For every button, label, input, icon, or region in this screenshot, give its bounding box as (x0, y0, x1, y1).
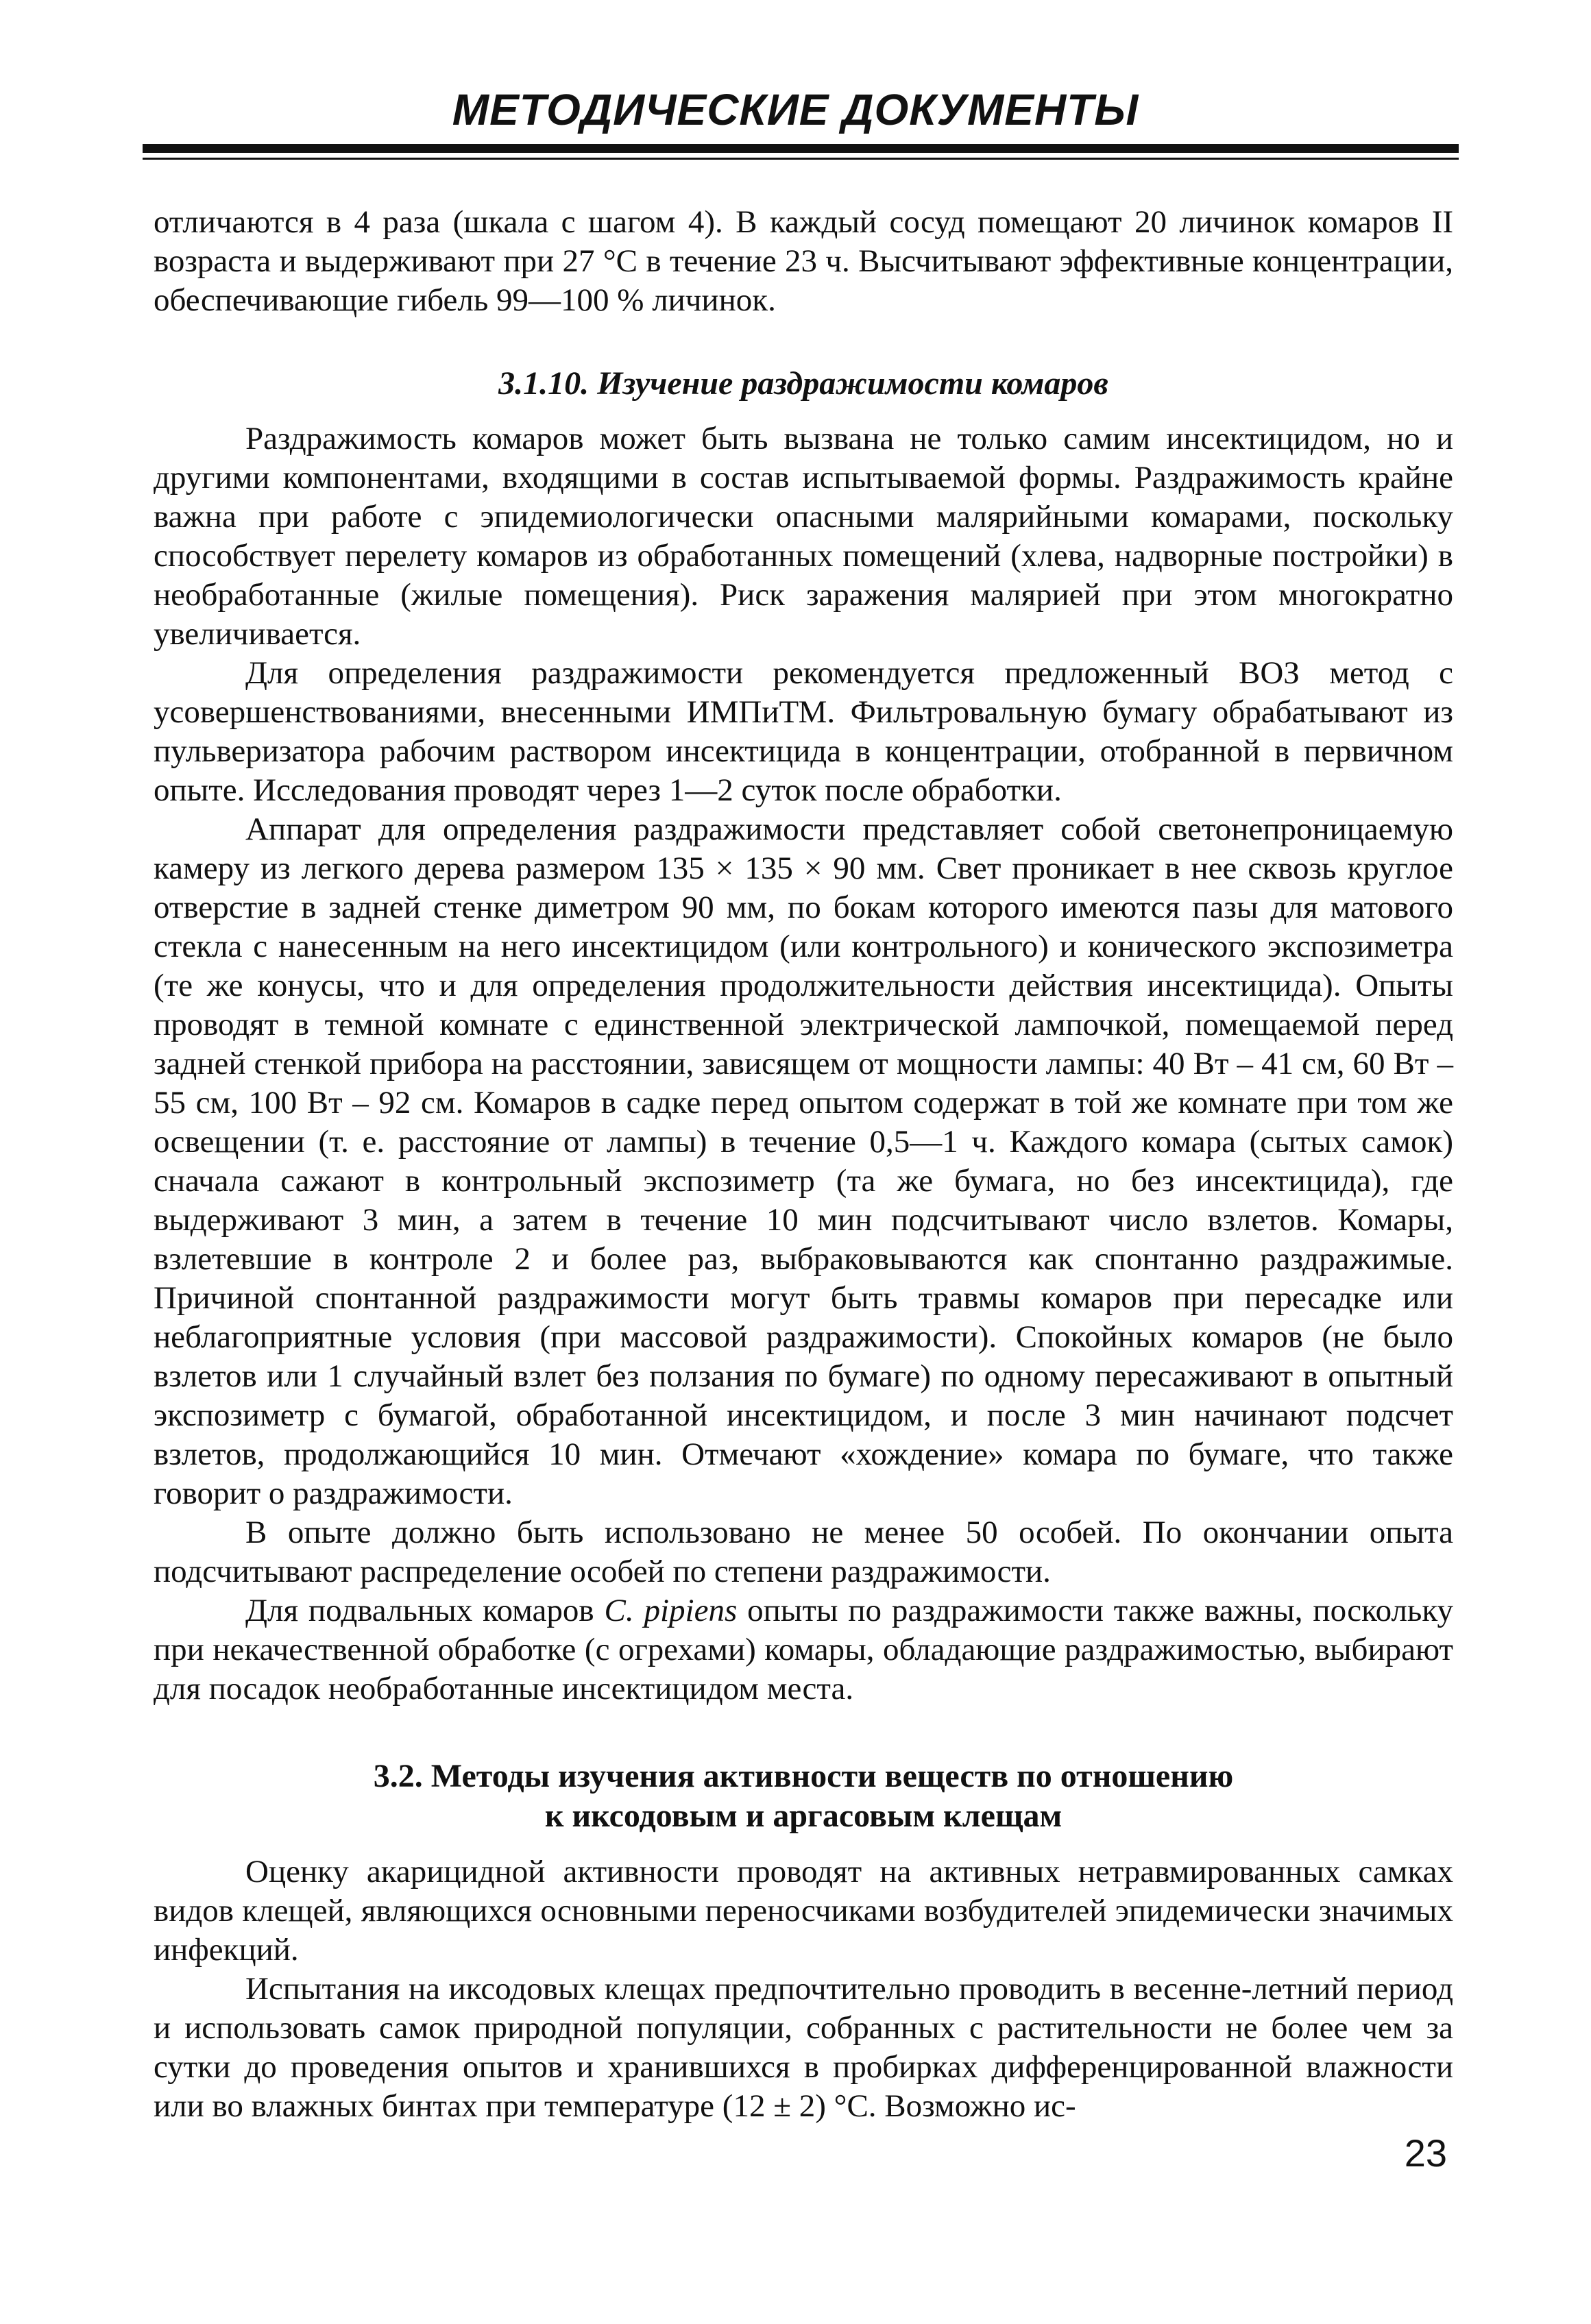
species-name: C. pipiens (604, 1593, 738, 1628)
header-rule-thick (143, 144, 1459, 153)
page-content (154, 203, 1453, 2126)
paragraph-apparatus: Аппарат для определения раздражимости представляет собой светонепроницаемую камеру из легкого дерева размером 135 × 135 × 90 мм. Свет проникает в нее сквозь круглое отверстие в задней стенке диметром 90 мм, по бокам которого имеются пазы для матового стекла с нанесенным на него инсектицидом (или контрольного) и конического экспозиметра (те же конусы, что и для определения продолжительности действия инсектицида). Опыты проводят в темной комнате с единственной электрической лампочкой, помещаемой перед задней стенкой прибора на расстоянии, зависящем от мощности лампы: 40 Вт – 41 см, 60 Вт – 55 см, 100 Вт – 92 см. Комаров в садке перед опытом содержат в той же комнате при том же освещении (т. е. расстояние от лампы) в течение 0,5—1 ч. Каждого комара (сытых самок) сначала сажают в контрольный экспозиметр (та же бумага, но без инсектицида), где выдерживают 3 мин, а затем в течение 10 мин подсчитывают число взлетов. Комары, взлетевшие в контроле 2 и более раз, выбраковываются как спонтанно раздражимые. Причиной спонтанной раздражимости могут быть травмы комаров при пересадке или неблагоприятные условия (при массовой раздражимости). Спокойных комаров (не было взлетов или 1 случайный взлет без ползания по бумаге) по одному пересаживают в опытный экспозиметр с бумагой, обработанной инсектицидом, и после 3 мин начинают подсчет взлетов, продолжающийся 10 мин. Отмечают «хождение» комара по бумаге, что также говорит о раздражимости. (154, 811, 1453, 1511)
header-rule-thin (143, 158, 1459, 160)
paragraph-sample-size: В опыте должно быть использовано не менее 50 особей. По окончании опыта подсчитывают распределение особей по степени раздражимости. (154, 1515, 1453, 1589)
paragraph-continuation: отличаются в 4 раза (шкала с шагом 4). В каждый сосуд помещают 20 личинок комаров II возраста и выдерживают при 27 °С в течение 23 ч. Высчитывают эффективные концентрации, обеспечивающие гибель 99—100 % личинок. (154, 204, 1453, 318)
paragraph-text-start: Для подвальных комаров (245, 1593, 605, 1628)
section-heading-3-2 (154, 1757, 1453, 1836)
section-heading-line-1: 3.2. Методы изучения активности веществ по отношению (373, 1758, 1234, 1794)
paragraph-text-end: опыты по раздражимости также важны, поскольку при некачественной обработке (с огрехами) комары, обладающие раздражимостью, выбирают для посадок необработанные инсектицидом места. (154, 1593, 1454, 1707)
section-heading-line-2: к иксодовым и аргасовым клещам (544, 1798, 1062, 1834)
paragraph-basement-mosquitoes (154, 1591, 1453, 1709)
running-header-title: МЕТОДИЧЕСКИЕ ДОКУМЕНТЫ (452, 85, 1139, 134)
paragraph-acaricide-activity: Оценку акарицидной активности проводят на активных нетравмированных самках видов клещей, являющихся основными переносчиками возбудителей эпидемически значимых инфекций. (154, 1854, 1453, 1968)
paragraph-irritability-intro: Раздражимость комаров может быть вызвана не только самим инсектицидом, но и другими компонентами, входящими в состав испытываемой формы. Раздражимость крайне важна при работе с эпидемиологически опасными малярийными комарами, поскольку способствует перелету комаров из обработанных помещений (хлева, надворные постройки) в необработанные (жилые помещения). Риск заражения малярией при этом многократно увеличивается. (154, 421, 1453, 652)
page-number: 23 (1404, 2131, 1447, 2175)
paragraph-ixodid-tests: Испытания на иксодовых клещах предпочтительно проводить в весенне-летний период и использовать самок природной популяции, собранных с растительности не более чем за сутки до проведения опытов и хранившихся в пробирках дифференцированной влажности или во влажных бинтах при температуре (12 ± 2) °С. Возможно ис- (154, 1971, 1453, 2124)
paragraph-method-who: Для определения раздражимости рекомендуется предложенный ВОЗ метод с усовершенствованиями, внесенными ИМПиТМ. Фильтровальную бумагу обрабатывают из пульверизатора рабочим раствором инсектицида в концентрации, отобранной в первичном опыте. Исследования проводят через 1—2 суток после обработки. (154, 655, 1453, 808)
subsection-heading-3-1-10: 3.1.10. Изучение раздражимости комаров (498, 365, 1108, 402)
